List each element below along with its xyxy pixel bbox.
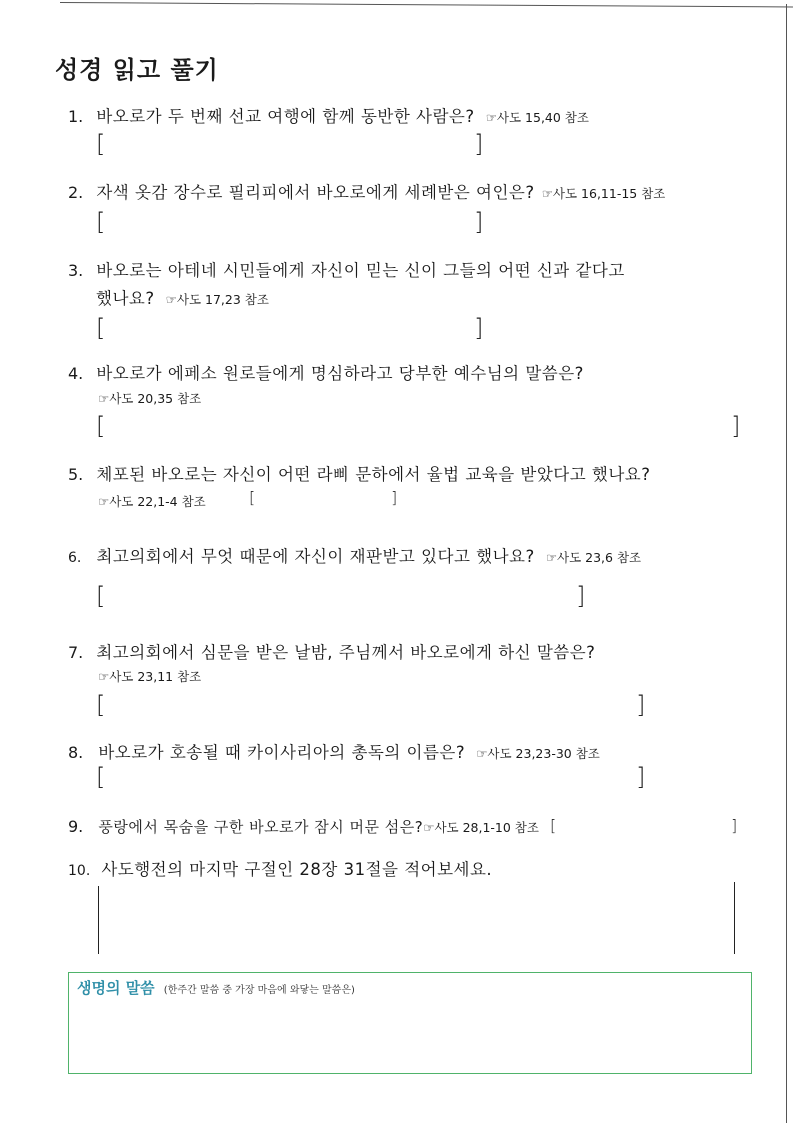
answer-bracket-close: ]: [474, 130, 484, 158]
life-word-header: [77, 977, 355, 998]
question-text: 체포된 바오로는 자신이 어떤 라삐 문하에서 율법 교육을 받았다고 했나요?: [96, 465, 651, 484]
bible-reference: ☞사도 17,23 참조: [165, 292, 269, 307]
question-3-continued: [96, 285, 269, 309]
answer-field-3[interactable]: [110, 315, 472, 341]
answer-field-1[interactable]: [110, 131, 472, 157]
bible-reference: ☞사도 15,40 참조: [485, 110, 589, 125]
answer-bracket-open: [: [96, 691, 106, 719]
question-number: 5.: [68, 465, 84, 484]
answer-bracket-open: [: [96, 314, 106, 342]
answer-field-7[interactable]: [110, 691, 634, 719]
answer-bracket-close: ]: [636, 691, 646, 719]
question-number: 6.: [68, 550, 82, 566]
question-number: 3.: [68, 261, 84, 280]
answer-field-9[interactable]: [560, 815, 726, 837]
question-text-continued: 했나요?: [96, 289, 155, 308]
bible-reference: ☞사도 16,11-15 참조: [541, 186, 666, 201]
answer-field-5[interactable]: [260, 488, 388, 508]
question-text: 최고의회에서 무엇 때문에 자신이 재판받고 있다고 했나요?: [96, 547, 535, 566]
question-text: 최고의회에서 심문을 받은 날밤, 주님께서 바오로에게 하신 말씀은?: [96, 643, 596, 662]
question-3: [68, 257, 625, 281]
answer-field-10[interactable]: [104, 886, 730, 954]
answer-bracket-close: ]: [731, 816, 738, 835]
answer-bracket-close: ]: [474, 314, 484, 342]
question-text: 바오로가 두 번째 선교 여행에 함께 동반한 사람은?: [96, 107, 475, 126]
question-text: 풍랑에서 목숨을 구한 바오로가 잠시 머문 섬은?: [98, 818, 424, 836]
bible-reference: ☞사도 28,1-10 참조: [423, 820, 539, 835]
answer-field-8[interactable]: [110, 763, 634, 791]
life-word-box[interactable]: [68, 972, 752, 1074]
top-border-line: [60, 2, 793, 7]
bible-reference: ☞사도 23,11 참조: [98, 669, 202, 684]
question-text: 바오로는 아테네 시민들에게 자신이 믿는 신이 그들의 어떤 신과 같다고: [96, 261, 625, 280]
question-number: 8.: [68, 743, 84, 762]
question-7-reference-line: [98, 666, 201, 685]
question-4: [68, 360, 584, 384]
answer-bracket-close: ]: [391, 488, 398, 507]
right-border-line: [786, 4, 787, 1123]
question-text: 바오로가 에페소 원로들에게 명심하라고 당부한 예수님의 말씀은?: [96, 364, 584, 383]
bible-reference: ☞사도 23,6 참조: [545, 550, 642, 565]
question-number: 4.: [68, 364, 84, 383]
answer-bracket-close: ]: [731, 412, 741, 440]
answer-bracket-close: ]: [636, 763, 646, 791]
question-4-reference-line: [98, 388, 201, 407]
bible-reference: ☞사도 22,1-4 참조: [98, 494, 206, 509]
answer-box-left-line: [98, 886, 99, 954]
answer-bracket-open: [: [550, 816, 557, 835]
question-9: [68, 816, 539, 837]
life-word-label: 생명의 말씀: [77, 979, 155, 997]
question-text: 자색 옷감 장수로 필리피에서 바오로에게 세례받은 여인은?: [96, 183, 535, 202]
question-number: 2.: [68, 183, 84, 202]
answer-bracket-close: ]: [474, 208, 484, 236]
answer-box-right-line: [734, 882, 735, 954]
answer-bracket-open: [: [96, 582, 106, 610]
answer-field-6[interactable]: [110, 582, 574, 610]
question-number: 7.: [68, 643, 84, 662]
answer-field-4[interactable]: [110, 413, 728, 439]
question-number: 1.: [68, 107, 84, 126]
bible-reference: ☞사도 23,23-30 참조: [476, 746, 600, 761]
page-title: 성경 읽고 풀기: [55, 56, 219, 84]
question-8: [68, 739, 600, 763]
question-text: 바오로가 호송될 때 카이사리아의 총독의 이름은?: [98, 743, 466, 762]
answer-bracket-open: [: [249, 488, 256, 507]
life-word-hint: (한주간 말씀 중 가장 마음에 와닿는 말씀은): [163, 985, 355, 996]
question-5-reference-line: [98, 491, 206, 510]
answer-bracket-open: [: [96, 208, 106, 236]
question-10: [68, 856, 492, 880]
question-number: 10.: [68, 863, 91, 879]
answer-bracket-open: [: [96, 412, 106, 440]
answer-bracket-open: [: [96, 130, 106, 158]
question-number: 9.: [68, 817, 84, 836]
question-6: [68, 543, 641, 567]
question-2: [68, 179, 665, 203]
question-1: [68, 103, 589, 127]
question-7: [68, 639, 595, 663]
answer-field-2[interactable]: [110, 209, 472, 235]
question-text: 사도행전의 마지막 구절인 28장 31절을 적어보세요.: [101, 860, 493, 879]
answer-bracket-close: ]: [576, 582, 586, 610]
bible-reference: ☞사도 20,35 참조: [98, 391, 202, 406]
answer-bracket-open: [: [96, 763, 106, 791]
question-5: [68, 461, 651, 485]
